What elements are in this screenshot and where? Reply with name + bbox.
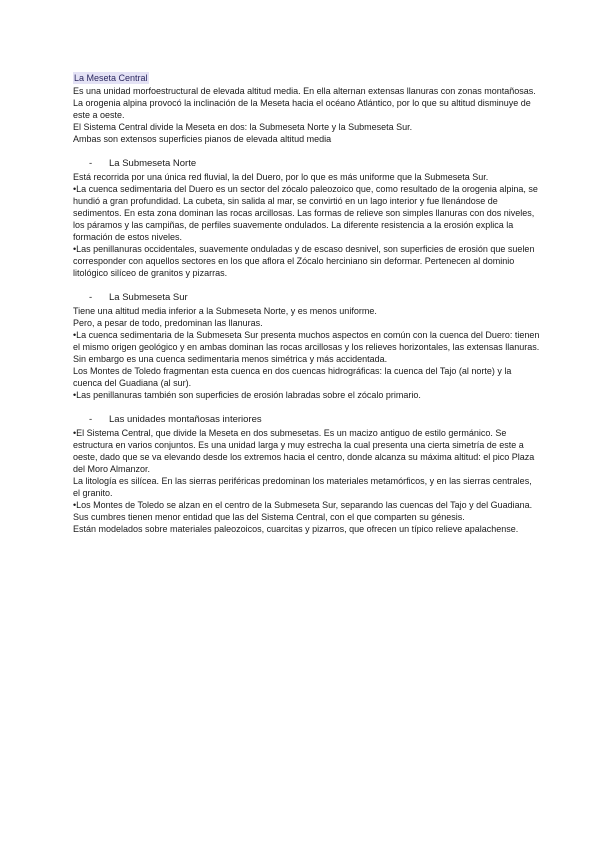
section-paragraph: Pero, a pesar de todo, predominan las llanuras. — [73, 318, 263, 328]
section-paragraph: Los Montes de Toledo fragmentan esta cuenca en dos cuencas hidrográficas: la cuenca del Tajo (al norte) y la cuenca del Guadiana (al sur). — [73, 366, 512, 388]
list-dash: - — [89, 414, 93, 425]
list-dash: - — [89, 158, 93, 169]
section-paragraph: Tiene una altitud media inferior a la Submeseta Norte, y es menos uniforme. — [73, 306, 377, 316]
section-paragraph: •El Sistema Central, que divide la Meseta en dos submesetas. Es un macizo antiguo de estilo germánico. Se estructura en varios conjuntos. Es una unidad larga y muy estrecha la cual presenta una cierta simetría de este a oeste, dado que se va elevando desde los extremos hacia el centro, donde alcanza su máxima altitud: el pico Plaza del Moro Almanzor. — [73, 428, 535, 474]
section-paragraph: •La cuenca sedimentaria de la Submeseta Sur presenta muchos aspectos en común con la cuenca del Duero: tienen el mismo origen geológico y en ambas dominan las rocas arcillosas y los relieves horizontales, las extensas llanuras. Sin embargo es una cuenca sedimentaria menos simétrica y más accidentada. — [73, 330, 540, 364]
title-row — [73, 72, 540, 84]
section-paragraph: •Las penillanuras occidentales, suavemente onduladas y de escaso desnivel, son superficies de erosión que suelen corresponder con aquellos sectores en los que aflora el Zócalo herciniano sin deformar. Pertenecen al dominio litológico silíceo de granitos y pizarras. — [73, 244, 535, 278]
document-title: La Meseta Central — [74, 73, 148, 83]
section-heading-text: La Submeseta Sur — [109, 292, 188, 303]
section-submeseta-sur — [73, 292, 540, 401]
section-heading — [73, 414, 540, 426]
section-heading — [73, 292, 540, 304]
section-paragraph: •Las penillanuras también son superficies de erosión labradas sobre el zócalo primario. — [73, 390, 421, 400]
section-paragraph: •Los Montes de Toledo se alzan en el centro de la Submeseta Sur, separando las cuencas del Tajo y del Guadiana. Sus cumbres tienen menor entidad que las del Sistema Central, con el que comparten su génesis. — [73, 500, 533, 522]
section-paragraph: La litología es silícea. En las sierras periféricas predominan los materiales metamórficos, y en las sierras centrales, el granito. — [73, 476, 532, 498]
intro-paragraph-1: Es una unidad morfoestructural de elevada altitud media. En ella alternan extensas llanuras con zonas montañosas. La orogenia alpina provocó la inclinación de la Meseta hacia el océano Atlántico, por lo que su altitud disminuye de este a oeste. — [73, 86, 536, 120]
section-heading-text: Las unidades montañosas interiores — [109, 414, 262, 425]
section-submeseta-norte — [73, 158, 540, 279]
section-heading-text: La Submeseta Norte — [109, 158, 197, 169]
section-paragraph: Están modelados sobre materiales paleozoicos, cuarcitas y pizarros, que ofrecen un típico relieve apalachense. — [73, 524, 519, 534]
section-paragraph: Está recorrida por una única red fluvial, la del Duero, por lo que es más uniforme que la Submeseta Sur. — [73, 172, 489, 182]
section-heading — [73, 158, 540, 170]
intro-paragraph-2: El Sistema Central divide la Meseta en dos: la Submeseta Norte y la Submeseta Sur. — [73, 122, 413, 132]
section-unidades-montanosas — [73, 414, 540, 535]
list-dash: - — [89, 292, 93, 303]
section-paragraph: •La cuenca sedimentaria del Duero es un sector del zócalo paleozoico que, como resultado de la orogenia alpina, se hundió a gran profundidad. La cubeta, sin salida al mar, se convirtió en un lago interior y fue llenándose de sedimentos. En esta zona dominan las rocas arcillosas. Las formas de relieve son simples llanuras con dos niveles, los páramos y las campiñas, de perfiles suavemente ondulados. La diferente resistencia a la erosión explica la formación de estos niveles. — [73, 184, 538, 242]
intro-paragraph-3: Ambas son extensos superficies pianos de elevada altitud media — [73, 134, 332, 144]
